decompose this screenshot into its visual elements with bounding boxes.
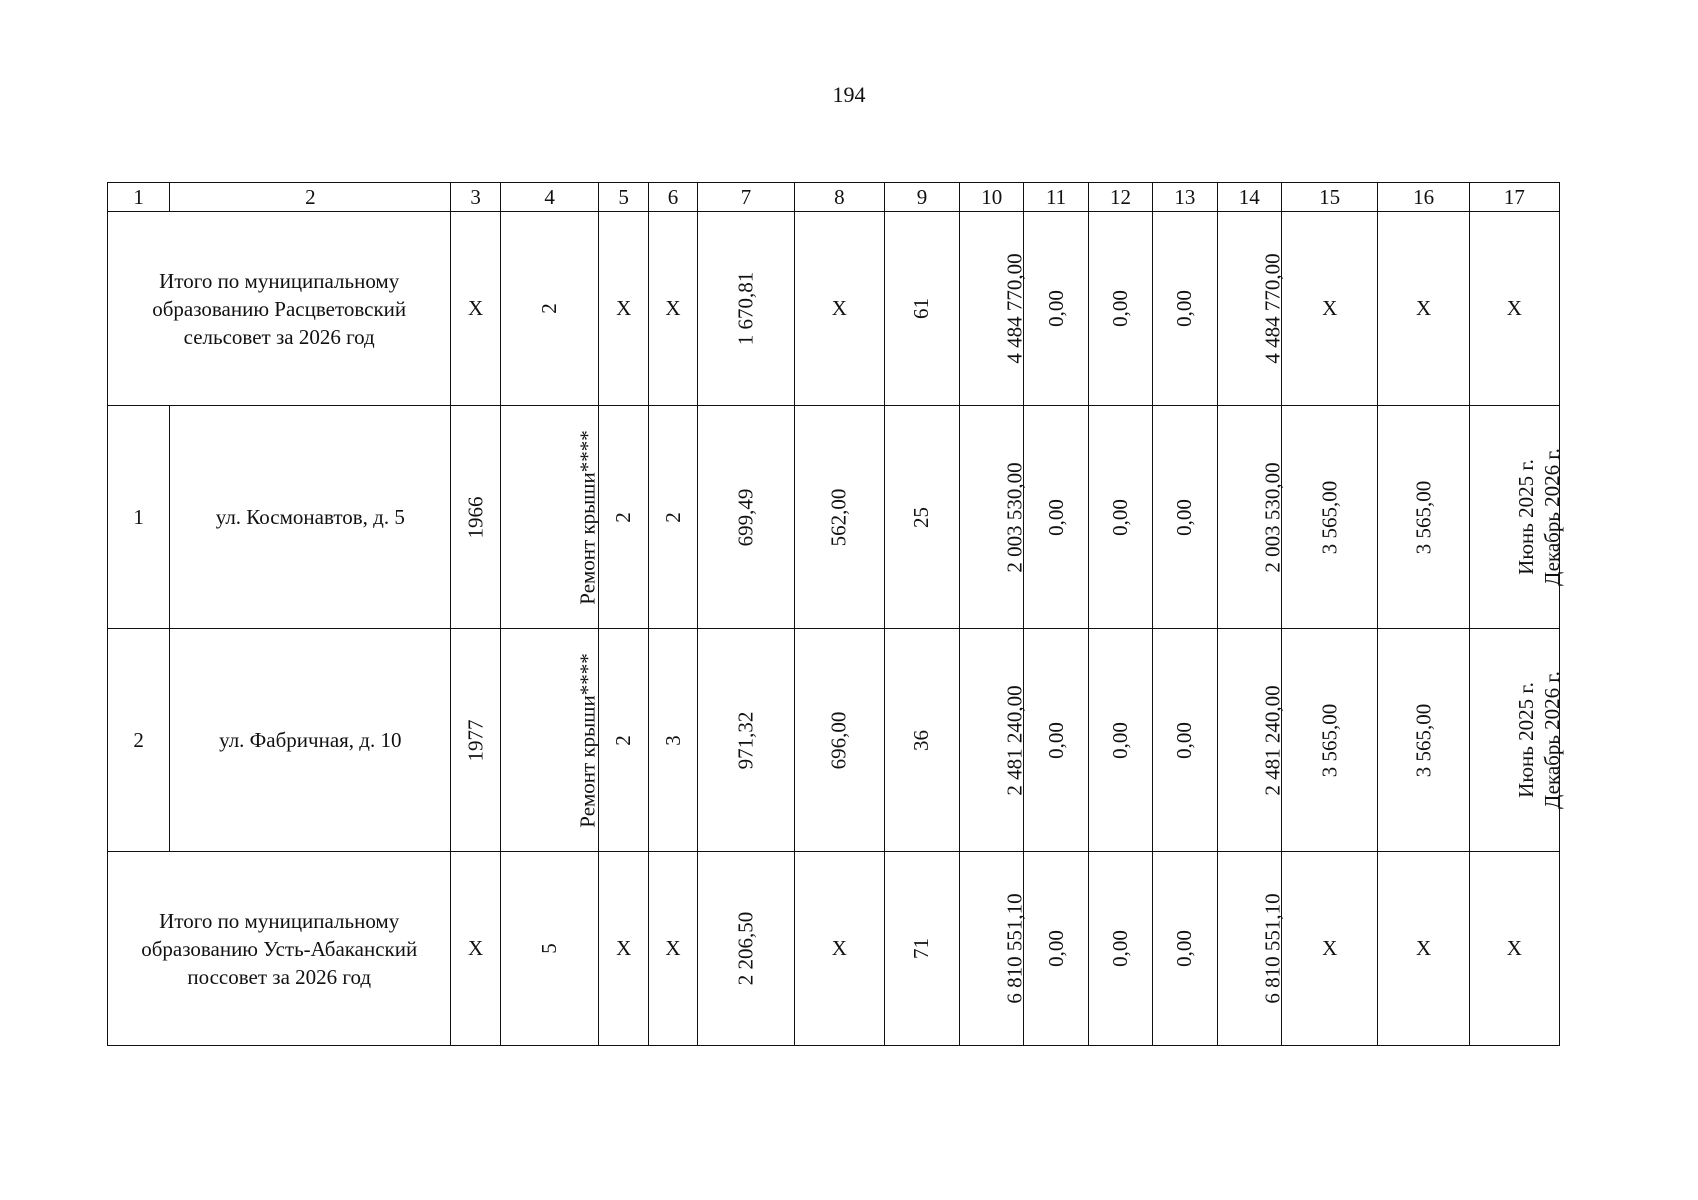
header-col-1: 1 <box>108 183 170 212</box>
cell-c16-text: 3 565,00 <box>1411 703 1436 777</box>
work-period <box>1513 671 1565 809</box>
work-type: Ремонт крыши**** <box>575 652 600 828</box>
header-col-10: 10 <box>960 183 1024 212</box>
cell-c17: Х <box>1469 852 1559 1046</box>
cell-c7-text: 2 206,50 <box>733 911 758 986</box>
cell-c7 <box>698 852 795 1046</box>
cell-c10 <box>960 406 1027 629</box>
header-col-12: 12 <box>1088 183 1152 212</box>
house-row-2 <box>108 629 1560 852</box>
cell-c6: Х <box>648 212 697 406</box>
cell-c9-text: 36 <box>909 729 934 751</box>
cell-c10-text: 6 810 551,10 <box>1002 893 1027 1004</box>
header-col-13: 13 <box>1153 183 1217 212</box>
cell-c12-text: 0,00 <box>1107 930 1132 967</box>
cell-c12 <box>1088 406 1152 629</box>
cell-c5 <box>599 629 648 852</box>
cell-c14-text: 4 484 770,00 <box>1260 253 1285 364</box>
cell-c16 <box>1378 629 1469 852</box>
cell-c13 <box>1153 212 1217 406</box>
cell-c10 <box>960 629 1027 852</box>
cell-c14-text: 2 003 530,00 <box>1260 461 1285 573</box>
house-address: ул. Фабричная, д. 10 <box>170 629 451 852</box>
cell-c13-text: 0,00 <box>1172 498 1197 536</box>
cell-c15: Х <box>1281 212 1378 406</box>
cell-c15-text: 3 565,00 <box>1317 703 1342 777</box>
cell-c11 <box>1024 406 1088 629</box>
cell-c11-text: 0,00 <box>1043 721 1068 759</box>
period-end: Декабрь 2026 г. <box>1539 448 1564 586</box>
cell-c7-text: 699,49 <box>733 488 758 546</box>
build-year: 1966 <box>463 496 488 538</box>
cell-c9 <box>884 212 959 406</box>
cell-c11-text: 0,00 <box>1043 930 1068 967</box>
cell-c14-text: 2 481 240,00 <box>1260 684 1285 796</box>
cell-c11 <box>1024 212 1088 406</box>
cell-c14 <box>1217 406 1285 629</box>
cell-c10-text: 4 484 770,00 <box>1002 253 1027 364</box>
period-end: Декабрь 2026 г. <box>1539 671 1564 809</box>
cell-c15-text: 3 565,00 <box>1317 480 1342 554</box>
total-row-ust-abakansky <box>108 852 1560 1046</box>
header-col-15: 15 <box>1281 183 1378 212</box>
cell-c7 <box>698 212 795 406</box>
work-type: Ремонт крыши**** <box>575 429 600 605</box>
row-number: 1 <box>108 406 170 629</box>
header-col-7: 7 <box>698 183 795 212</box>
cell-c3: Х <box>451 852 500 1046</box>
header-col-2: 2 <box>170 183 451 212</box>
cell-c13 <box>1153 629 1217 852</box>
cell-c4-text: 5 <box>537 943 562 954</box>
cell-c10 <box>960 852 1027 1046</box>
cell-c17 <box>1469 406 1564 629</box>
cell-c10-text: 2 481 240,00 <box>1002 684 1027 796</box>
cell-c5: Х <box>599 212 648 406</box>
work-period <box>1513 448 1565 586</box>
cell-c14 <box>1217 629 1285 852</box>
cell-c10-text: 2 003 530,00 <box>1002 461 1027 573</box>
cell-year <box>451 629 500 852</box>
cell-c3: Х <box>451 212 500 406</box>
cell-c12 <box>1088 629 1152 852</box>
cell-c4 <box>500 852 599 1046</box>
cell-c4-text: 2 <box>537 303 562 314</box>
cell-c15 <box>1281 629 1378 852</box>
cell-c8-text: 562,00 <box>826 488 851 546</box>
cell-c8: Х <box>794 212 884 406</box>
cell-c16: Х <box>1378 212 1469 406</box>
capital-repair-table <box>107 182 1564 1046</box>
header-row <box>108 183 1560 212</box>
row-number: 2 <box>108 629 170 852</box>
cell-c9-text: 71 <box>909 938 934 959</box>
cell-c9-text: 25 <box>909 506 934 528</box>
cell-c12 <box>1088 212 1152 406</box>
cell-c5: Х <box>599 852 648 1046</box>
cell-c5-text: 2 <box>611 511 636 523</box>
house-row-1 <box>108 406 1560 629</box>
header-col-11: 11 <box>1024 183 1088 212</box>
cell-c8: Х <box>794 852 884 1046</box>
cell-c8 <box>794 406 884 629</box>
cell-c12-text: 0,00 <box>1107 721 1132 759</box>
cell-c6-text: 3 <box>660 734 685 746</box>
cell-c11 <box>1024 852 1088 1046</box>
cell-c6 <box>648 406 697 629</box>
cell-c11-text: 0,00 <box>1043 290 1068 327</box>
cell-c11 <box>1024 629 1088 852</box>
total-label: Итого по муниципальному образованию Расцветовский сельсовет за 2026 год <box>108 212 451 406</box>
total-row-rastsvetovsky <box>108 212 1560 406</box>
header-col-3: 3 <box>451 183 500 212</box>
cell-c5-text: 2 <box>611 734 636 746</box>
cell-c16 <box>1378 406 1469 629</box>
cell-c7 <box>698 629 795 852</box>
cell-c9 <box>884 852 959 1046</box>
cell-c11-text: 0,00 <box>1043 498 1068 536</box>
cell-work <box>500 406 599 629</box>
cell-c14 <box>1217 852 1285 1046</box>
header-col-5: 5 <box>599 183 648 212</box>
cell-c8 <box>794 629 884 852</box>
cell-work <box>500 629 599 852</box>
cell-c15: Х <box>1281 852 1378 1046</box>
cell-c15 <box>1281 406 1378 629</box>
cell-c13-text: 0,00 <box>1172 290 1197 327</box>
page-number: 194 <box>832 82 866 107</box>
cell-c13-text: 0,00 <box>1172 721 1197 759</box>
cell-c7-text: 1 670,81 <box>733 271 758 346</box>
period-start: Июнь 2025 г. <box>1513 682 1538 798</box>
cell-c6-text: 2 <box>660 511 685 523</box>
cell-c9 <box>884 406 959 629</box>
cell-c7-text: 971,32 <box>733 711 758 769</box>
header-col-4: 4 <box>500 183 599 212</box>
cell-c13 <box>1153 406 1217 629</box>
cell-c7 <box>698 406 795 629</box>
cell-c13 <box>1153 852 1217 1046</box>
cell-year <box>451 406 500 629</box>
cell-c14-text: 6 810 551,10 <box>1260 893 1285 1004</box>
cell-c8-text: 696,00 <box>826 711 851 769</box>
header-col-8: 8 <box>794 183 884 212</box>
cell-c6 <box>648 629 697 852</box>
cell-c16-text: 3 565,00 <box>1411 480 1436 554</box>
cell-c9-text: 61 <box>909 298 934 319</box>
header-col-16: 16 <box>1378 183 1469 212</box>
header-col-17: 17 <box>1469 183 1559 212</box>
header-col-9: 9 <box>884 183 959 212</box>
total-label: Итого по муниципальному образованию Усть-Абаканский поссовет за 2026 год <box>108 852 451 1046</box>
house-address: ул. Космонавтов, д. 5 <box>170 406 451 629</box>
cell-c13-text: 0,00 <box>1172 930 1197 967</box>
cell-c14 <box>1217 212 1285 406</box>
cell-c12-text: 0,00 <box>1107 290 1132 327</box>
cell-c12 <box>1088 852 1152 1046</box>
cell-c4 <box>500 212 599 406</box>
cell-c10 <box>960 212 1027 406</box>
cell-c17 <box>1469 629 1564 852</box>
cell-c5 <box>599 406 648 629</box>
header-col-6: 6 <box>648 183 697 212</box>
period-start: Июнь 2025 г. <box>1513 459 1538 575</box>
cell-c16: Х <box>1378 852 1469 1046</box>
cell-c6: Х <box>648 852 697 1046</box>
header-col-14: 14 <box>1217 183 1281 212</box>
build-year: 1977 <box>463 719 488 761</box>
cell-c9 <box>884 629 959 852</box>
cell-c12-text: 0,00 <box>1107 498 1132 536</box>
cell-c17: Х <box>1469 212 1559 406</box>
